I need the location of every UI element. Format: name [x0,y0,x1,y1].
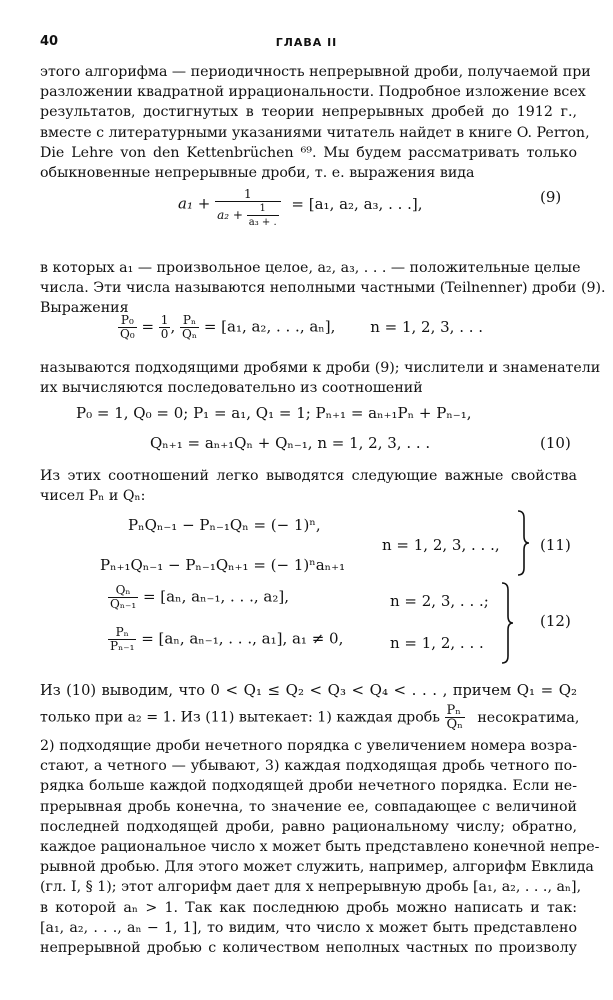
conv-f2-den: 0 [160,327,169,341]
text-line: в которой aₙ > 1. Так как последнюю дробь можно написать и так: [40,899,577,916]
text-line: рядка больше каждой подходящей дроби нечетного порядка. Если не- [40,778,577,795]
equation-convergents [118,314,483,341]
conv-f3-den: Qₙ [182,327,198,341]
text-line: числа. Эти числа называются неполными частными (Teilnenner) дроби (9). [40,280,606,297]
paragraph-5 [40,736,600,958]
eq12-f1-den: Qₙ₋₁ [110,597,137,611]
text-fragment: Из (10) выводим, что [40,682,205,699]
text-fragment: несократима, [477,709,580,726]
text-line: непрерывной дробью с количеством неполных частных по произволу [40,939,577,956]
eq12-range-1: n = 2, 3, . . .; [390,592,489,610]
conv-eq-sign: = [141,317,155,336]
text-line: в которых a₁ — произвольное целое, a₂, a₃, . . . — положительные целые [40,260,581,276]
text-fragment: причем [452,682,512,699]
text-line: [a₁, a₂, . . ., aₙ − 1, 1], то видим, что число x может быть представлено [40,919,577,936]
eq10-line-1: P₀ = 1, Q₀ = 0; P₁ = a₁, Q₁ = 1; Pₙ₊₁ = aₙ₊₁Pₙ + Pₙ₋₁, [76,404,472,422]
paragraph-2 [40,258,606,319]
inequality-chain: 0 < Q₁ ≤ Q₂ < Q₃ < Q₄ < . . . , [210,681,448,699]
right-brace-icon [516,510,530,576]
eq12-f1-num: Qₙ [108,584,138,598]
text-line: результатов, достигнутых в теории непрерывных дробей до 1912 г., [40,104,577,121]
text-line: их вычисляются последовательно из соотношений [40,380,423,397]
page-number: 40 [40,34,59,49]
chapter-title: ГЛАВА II [275,36,338,49]
eq11-line-2: Pₙ₊₁Qₙ₋₁ − Pₙ₋₁Qₙ₊₁ = (− 1)ⁿaₙ₊₁ [100,556,346,574]
eq10-number: (10) [540,434,571,452]
text-fragment: только при a₂ = 1. Из (11) вытекает: 1) каждая дробь [40,709,441,726]
eq9-number: (9) [540,188,562,206]
eq12-line-2 [108,626,343,653]
text-line: каждое рациональное число x может быть представлено конечной непре- [40,838,600,855]
conv-f3-num: Pₙ [180,314,199,328]
inline-frac-den: Qₙ [446,717,463,732]
eq11-number: (11) [540,536,571,554]
eq12-f2-num: Pₙ [108,626,136,640]
eq9-f1-den: a₂ + [217,208,243,222]
conv-f1-den: Q₀ [120,327,135,341]
eq9-rhs: = [a₁, a₂, a₃, . . .], [291,194,423,213]
eq9-f2-den: a₃ + . [248,217,277,228]
paragraph-1 [40,62,591,183]
text-line: (гл. I, § 1); этот алгорифм дает для x непрерывную дробь [a₁, a₂, . . ., aₙ], [40,879,582,896]
text-line: рывной дробью. Для этого может служить, например, алгорифм Евклида [40,859,594,876]
text-line: стают, а четного — убывают, 3) каждая подходящая дробь четного по- [40,758,577,775]
conv-rhs: = [a₁, a₂, . . ., aₙ], [203,317,336,336]
text-line: 2) подходящие дроби нечетного порядка с увеличением номера возра- [40,738,577,754]
eq12-rhs-2: = [aₙ, aₙ₋₁, . . ., a₁], a₁ ≠ 0, [141,629,344,648]
eq11-line-1: PₙQₙ₋₁ − Pₙ₋₁Qₙ = (− 1)ⁿ, [128,516,321,534]
eq9-f1-num: 1 [215,188,281,202]
eq10-line-2: Qₙ₊₁ = aₙ₊₁Qₙ + Qₙ₋₁, n = 1, 2, 3, . . . [150,434,431,452]
conv-range: n = 1, 2, 3, . . . [370,317,484,336]
text-line: этого алгорифма — периодичность непрерывной дроби, получаемой при [40,64,591,80]
eq12-number: (12) [540,612,571,630]
paragraph-3 [40,358,601,398]
text-line: вместе с литературными указаниями читатель найдет в книге O. Perron, [40,124,590,141]
conv-comma: , [170,317,176,336]
equality: Q₁ = Q₂ [516,681,578,699]
conv-f2-num: 1 [160,313,169,327]
text-line: Выражения [40,300,129,317]
text-line: Die Lehre von den Kettenbrüchen ⁶⁹. Мы будем рассматривать только [40,144,577,161]
conv-f1-num: P₀ [118,314,137,328]
equation-9 [178,184,423,228]
eq9-inner-fraction [247,202,279,229]
text-line: Из этих соотношений легко выводятся следующие важные свойства [40,468,577,484]
eq12-rhs-1: = [aₙ, aₙ₋₁, . . ., a₂], [142,587,289,606]
text-line: разложении квадратной иррациональности. Подробное изложение всех [40,84,586,101]
right-brace-icon [500,582,514,664]
eq9-fraction [215,188,281,229]
eq9-lhs: a₁ + [178,194,211,213]
eq11-range: n = 1, 2, 3, . . ., [382,536,500,554]
eq12-line-1 [108,584,289,611]
eq12-range-2: n = 1, 2, . . . [390,634,484,652]
eq9-f2-num: 1 [247,202,279,216]
text-line: чисел Pₙ и Qₙ: [40,488,146,505]
inline-frac-num: Pₙ [445,704,465,718]
paragraph-5-line-2 [40,703,580,732]
paragraph-5-line-1 [40,680,577,701]
paragraph-4 [40,466,577,506]
text-line: называются подходящими дробями к дроби (9); числители и знаменатели [40,360,601,376]
eq12-f2-den: Pₙ₋₁ [110,639,135,653]
text-line: прерывная дробь конечна, то значение ее, совпадающее с величиной [40,798,577,815]
text-line: обыкновенные непрерывные дроби, т. е. выражения вида [40,164,475,181]
text-line: последней подходящей дроби, равно рациональному числу; обратно, [40,818,577,835]
